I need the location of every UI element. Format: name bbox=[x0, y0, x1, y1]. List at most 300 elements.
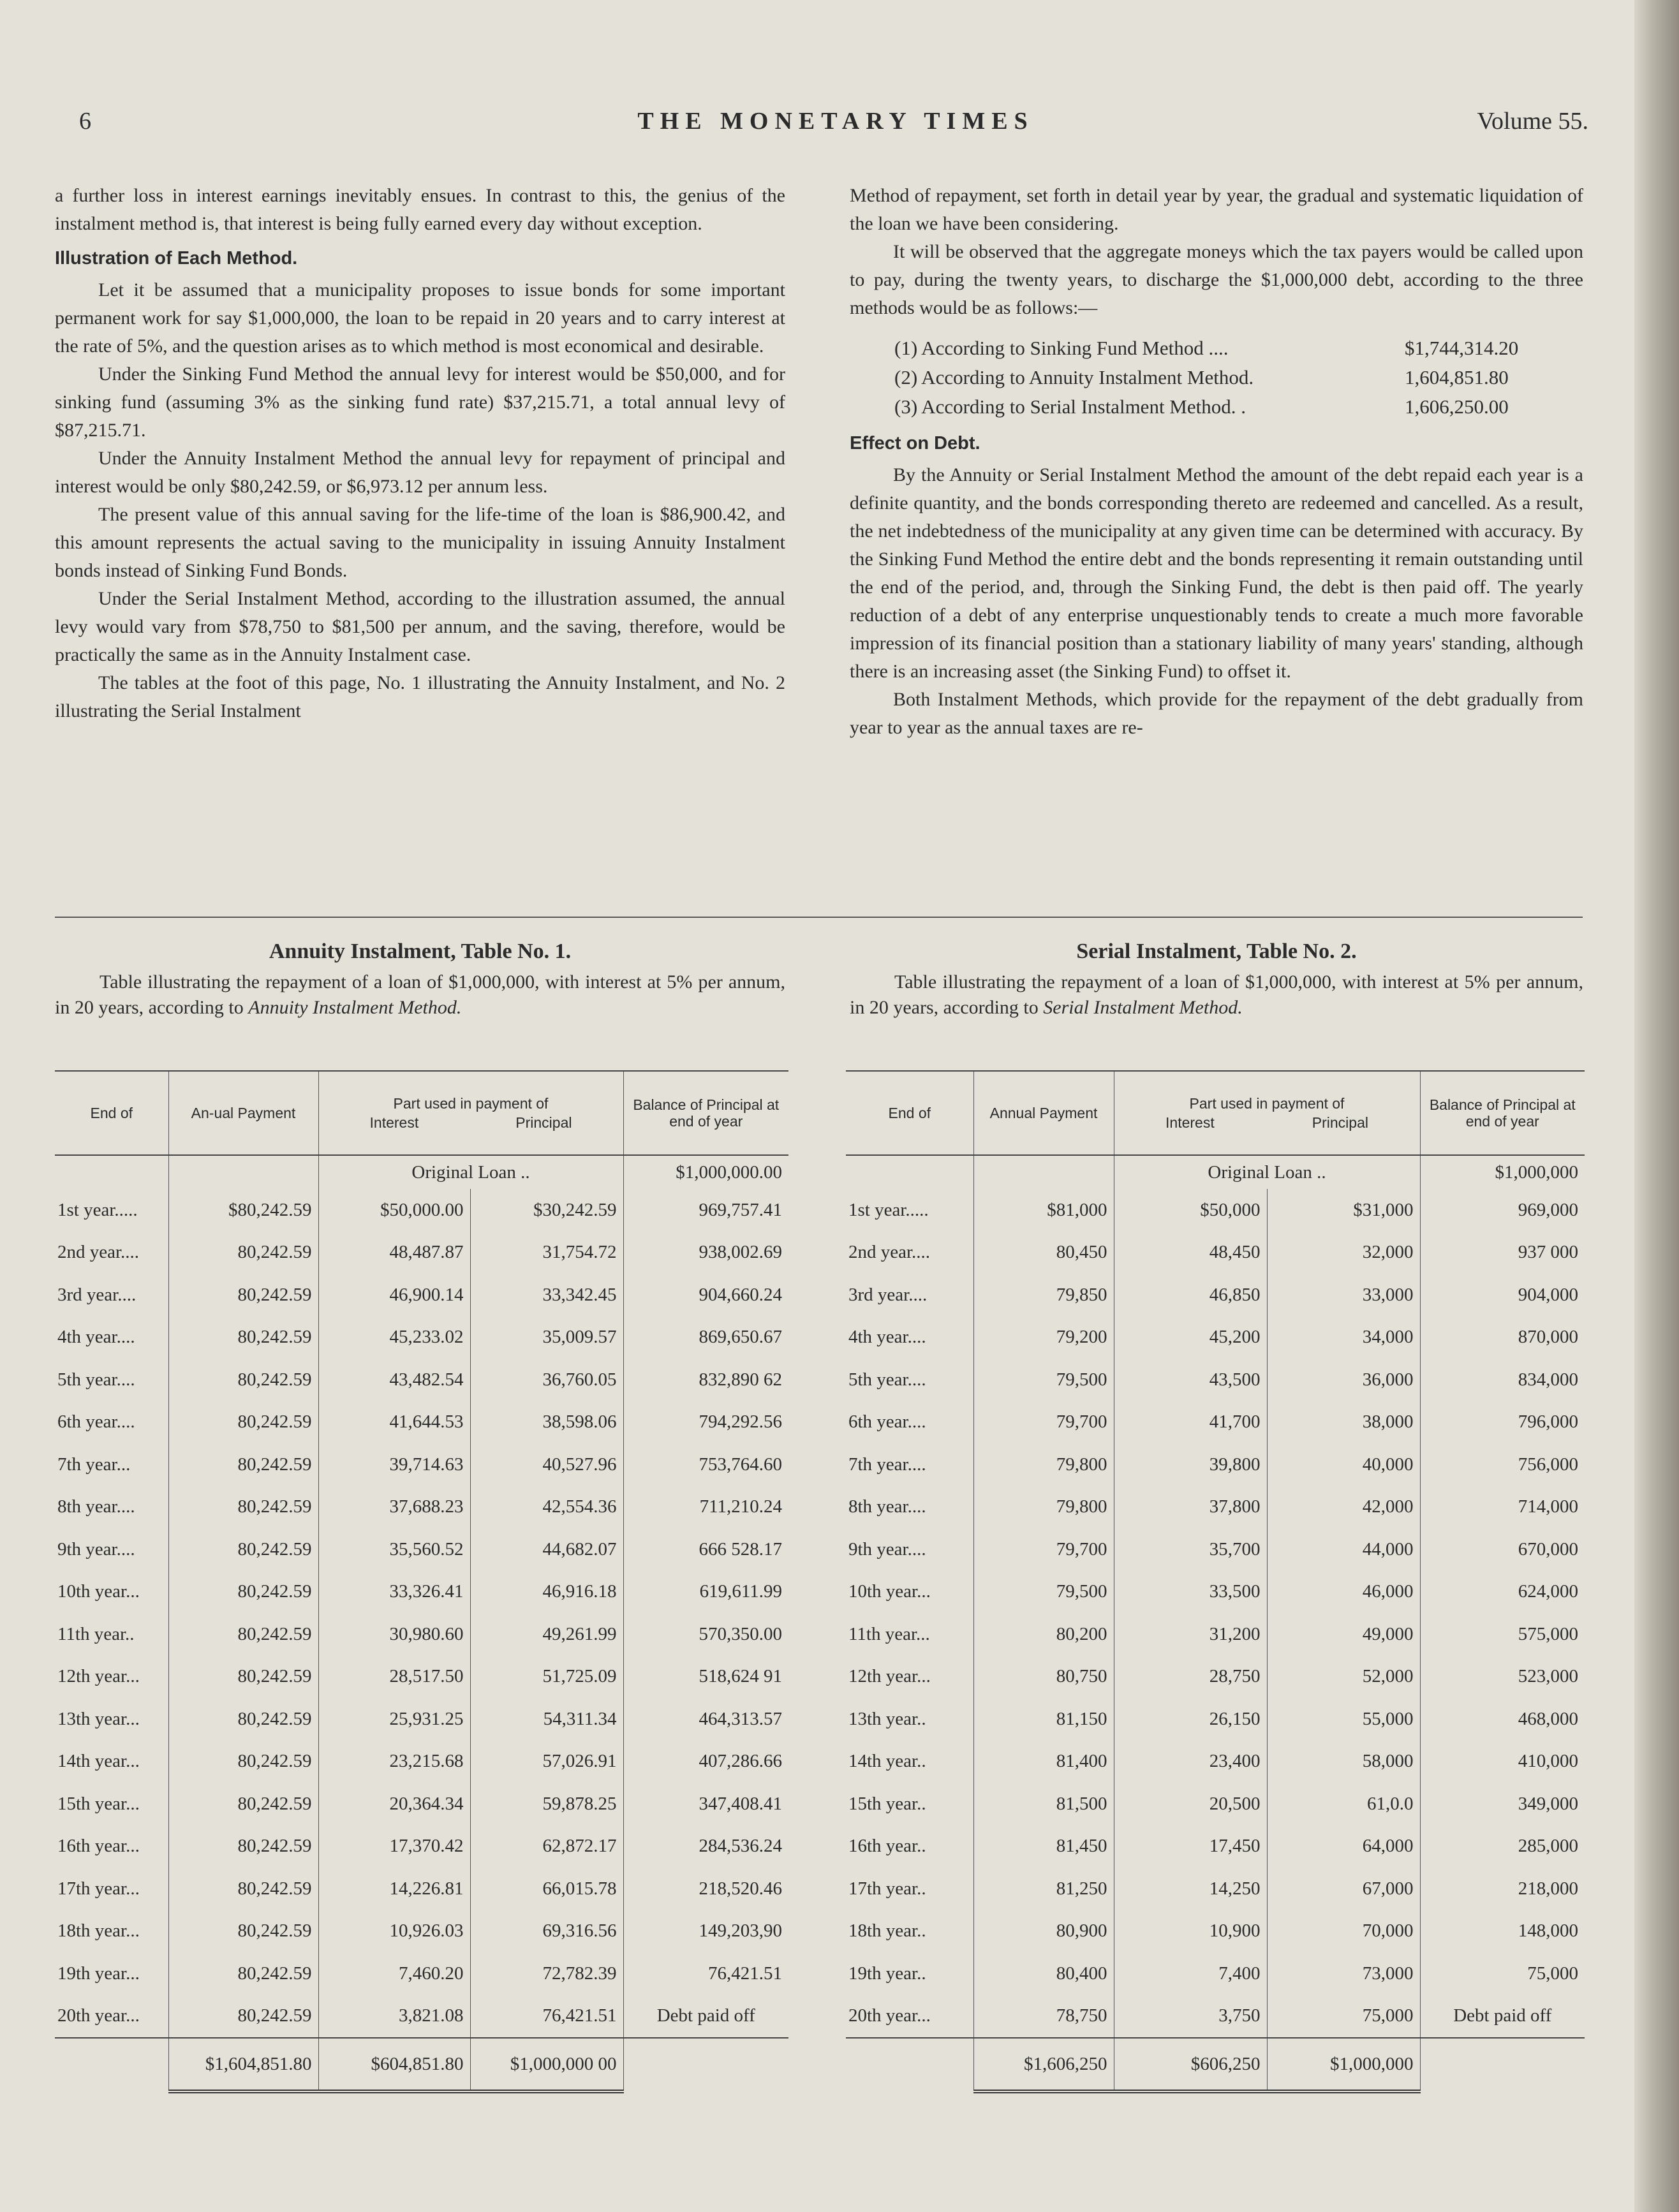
annual-payment: 80,242.59 bbox=[168, 1528, 318, 1571]
principal-part: 69,316.56 bbox=[470, 1910, 623, 1953]
principal-part: 66,015.78 bbox=[470, 1868, 623, 1910]
col-header-annual-payment: Annual Payment bbox=[973, 1071, 1114, 1155]
paragraph: Under the Serial Instalment Method, according to the illustration assumed, the annual levy would vary from $78,750 to $81,500 per annum, and the saving, therefore, would be practically the same as in the Annuity Instalment case. bbox=[55, 588, 785, 665]
table-row bbox=[846, 1868, 1585, 1910]
annual-payment: 79,800 bbox=[973, 1443, 1114, 1486]
paragraph: a further loss in interest earnings inevitably ensues. In contrast to this, the genius of the instalment method is, that interest is being fully earned every day without exception. bbox=[55, 185, 785, 234]
table-row bbox=[55, 1698, 788, 1741]
balance: 349,000 bbox=[1420, 1783, 1585, 1825]
year-label: 3rd year.... bbox=[848, 1284, 928, 1305]
principal-part: 44,682.07 bbox=[470, 1528, 623, 1571]
interest-part: 3,821.08 bbox=[318, 1995, 470, 2039]
year-label: 4th year.... bbox=[57, 1327, 135, 1348]
table2-title: Serial Instalment, Table No. 2. bbox=[1076, 940, 1357, 963]
annuity-table bbox=[55, 1070, 788, 2093]
principal-part: 52,000 bbox=[1267, 1656, 1420, 1699]
year-label: 15th year.. bbox=[848, 1793, 926, 1814]
balance: 938,002.69 bbox=[623, 1232, 788, 1274]
blank-cell bbox=[973, 1155, 1114, 1189]
table1-caption bbox=[55, 939, 785, 1021]
year-label: 9th year.... bbox=[57, 1538, 135, 1559]
col-header-balance: Balance of Principal at end of year bbox=[1420, 1071, 1585, 1155]
principal-part: $31,000 bbox=[1267, 1189, 1420, 1232]
totals-row bbox=[846, 2038, 1585, 2091]
annual-payment: 80,242.59 bbox=[168, 1274, 318, 1316]
methods-list bbox=[894, 334, 1583, 422]
col-header-end-of: End of bbox=[55, 1071, 168, 1155]
principal-part: 46,916.18 bbox=[470, 1571, 623, 1614]
year-label: 6th year.... bbox=[57, 1412, 135, 1433]
principal-part: 38,598.06 bbox=[470, 1401, 623, 1444]
section-divider bbox=[55, 917, 1583, 918]
table-row bbox=[55, 1868, 788, 1910]
annual-payment: 79,850 bbox=[973, 1274, 1114, 1316]
balance: 904,660.24 bbox=[623, 1274, 788, 1316]
balance: 284,536.24 bbox=[623, 1825, 788, 1868]
total-principal: $1,000,000 bbox=[1267, 2038, 1420, 2091]
interest-part: 23,400 bbox=[1114, 1741, 1267, 1783]
year-label: 7th year.... bbox=[848, 1454, 926, 1475]
year-label: 7th year... bbox=[57, 1454, 131, 1475]
table-row bbox=[846, 1571, 1585, 1614]
original-loan-label: Original Loan .. bbox=[318, 1155, 623, 1189]
principal-part: 34,000 bbox=[1267, 1316, 1420, 1359]
interest-part: 35,560.52 bbox=[318, 1528, 470, 1571]
table-row bbox=[846, 1698, 1585, 1741]
balance: 76,421.51 bbox=[623, 1952, 788, 1995]
table-row bbox=[55, 1825, 788, 1868]
principal-part: 64,000 bbox=[1267, 1825, 1420, 1868]
year-label: 19th year.. bbox=[848, 1963, 926, 1984]
blank-cell bbox=[55, 2038, 168, 2091]
publication-title: THE MONETARY TIMES bbox=[637, 108, 1034, 135]
col-header-end-of: End of bbox=[846, 1071, 973, 1155]
table-row bbox=[846, 1783, 1585, 1825]
principal-part: 38,000 bbox=[1267, 1401, 1420, 1444]
interest-part: $50,000 bbox=[1114, 1189, 1267, 1232]
blank-cell bbox=[1420, 2038, 1585, 2091]
year-label: 3rd year.... bbox=[57, 1284, 137, 1305]
balance: 937 000 bbox=[1420, 1232, 1585, 1274]
table-row bbox=[55, 1613, 788, 1656]
paragraph: By the Annuity or Serial Instalment Method the amount of the debt repaid each year is a definite quantity, and the bonds corresponding thereto are redeemed and cancelled. As a result, the net indebtedness of the municipality at any given time can be determined with accuracy. By the Sinking Fund Method the entire debt and the bonds representing it remain outstanding until the end of the period, and, through the Sinking Fund, the debt is then paid off. The yearly reduction of a debt of any enterprise unquestionably tends to create a much more favorable impression of its financial position than a stationary liability of many years' standing, although there is an increasing asset (the Sinking Fund) to offset it. bbox=[850, 464, 1583, 682]
principal-part: 75,000 bbox=[1267, 1995, 1420, 2039]
balance: 670,000 bbox=[1420, 1528, 1585, 1571]
table-row bbox=[55, 1656, 788, 1699]
balance: 149,203,90 bbox=[623, 1910, 788, 1953]
annual-payment: 80,750 bbox=[973, 1656, 1114, 1699]
principal-part: 46,000 bbox=[1267, 1571, 1420, 1614]
year-label: 14th year.. bbox=[848, 1751, 926, 1772]
balance: 285,000 bbox=[1420, 1825, 1585, 1868]
annual-payment: 80,242.59 bbox=[168, 1952, 318, 1995]
col-header-part-used: Part used in payment of Interest Principal bbox=[1114, 1071, 1420, 1155]
table-row bbox=[846, 1952, 1585, 1995]
table-row bbox=[846, 1232, 1585, 1274]
principal-part: 42,000 bbox=[1267, 1486, 1420, 1529]
balance: 714,000 bbox=[1420, 1486, 1585, 1529]
annual-payment: 80,242.59 bbox=[168, 1783, 318, 1825]
paragraph: The tables at the foot of this page, No. 1 illustrating the Annuity Instalment, and No. 2 illustrating the Serial Instalment bbox=[55, 672, 785, 721]
annual-payment: 80,400 bbox=[973, 1952, 1114, 1995]
annual-payment: 80,450 bbox=[973, 1232, 1114, 1274]
principal-part: 62,872.17 bbox=[470, 1825, 623, 1868]
principal-part: 36,000 bbox=[1267, 1359, 1420, 1401]
annual-payment: 80,242.59 bbox=[168, 1741, 318, 1783]
serial-table bbox=[846, 1070, 1585, 2093]
year-label: 16th year.. bbox=[848, 1836, 926, 1857]
table1-title: Annuity Instalment, Table No. 1. bbox=[269, 940, 572, 963]
balance: Debt paid off bbox=[1420, 1995, 1585, 2039]
annual-payment: 80,242.59 bbox=[168, 1613, 318, 1656]
paragraph: Let it be assumed that a municipality proposes to issue bonds for some important permanent work for say $1,000,000, the loan to be repaid in 20 years and to carry interest at the rate of 5%, and the question arises as to which method is most economical and desirable. bbox=[55, 279, 785, 357]
annual-payment: 80,242.59 bbox=[168, 1995, 318, 2039]
interest-part: 41,700 bbox=[1114, 1401, 1267, 1444]
balance: 832,890 62 bbox=[623, 1359, 788, 1401]
principal-part: 36,760.05 bbox=[470, 1359, 623, 1401]
annual-payment: 79,800 bbox=[973, 1486, 1114, 1529]
annual-payment: 79,500 bbox=[973, 1359, 1114, 1401]
interest-part: 3,750 bbox=[1114, 1995, 1267, 2039]
principal-part: 67,000 bbox=[1267, 1868, 1420, 1910]
year-label: 10th year... bbox=[848, 1581, 931, 1602]
table-row bbox=[846, 1656, 1585, 1699]
interest-part: 46,900.14 bbox=[318, 1274, 470, 1316]
year-label: 18th year.. bbox=[848, 1921, 926, 1942]
balance: 575,000 bbox=[1420, 1613, 1585, 1656]
totals-row bbox=[55, 2038, 788, 2091]
paragraph: It will be observed that the aggregate moneys which the tax payers would be called upon to pay, during the twenty years, to discharge the $1,000,000 debt, according to the three methods would be as follows:— bbox=[850, 241, 1583, 318]
interest-part: 28,750 bbox=[1114, 1656, 1267, 1699]
year-label: 1st year..... bbox=[848, 1199, 929, 1220]
principal-part: 54,311.34 bbox=[470, 1698, 623, 1741]
table-row bbox=[846, 1401, 1585, 1444]
table-row bbox=[846, 1825, 1585, 1868]
table-row bbox=[55, 1189, 788, 1232]
original-loan-value: $1,000,000.00 bbox=[623, 1155, 788, 1189]
year-label: 5th year.... bbox=[57, 1369, 135, 1390]
year-label: 8th year.... bbox=[57, 1496, 135, 1517]
year-label: 20th year... bbox=[57, 2005, 140, 2026]
interest-part: 30,980.60 bbox=[318, 1613, 470, 1656]
balance: 410,000 bbox=[1420, 1741, 1585, 1783]
col-header-part-used: Part used in payment of Interest Principal bbox=[318, 1071, 623, 1155]
annual-payment: 78,750 bbox=[973, 1995, 1114, 2039]
interest-part: $50,000.00 bbox=[318, 1189, 470, 1232]
balance: 969,000 bbox=[1420, 1189, 1585, 1232]
interest-part: 33,500 bbox=[1114, 1571, 1267, 1614]
table-row bbox=[846, 1613, 1585, 1656]
paragraph: The present value of this annual saving for the life-time of the loan is $86,900.42, and this amount represents the actual saving to the municipality in issuing Annuity Instalment bonds instead of Sinking Fund Bonds. bbox=[55, 504, 785, 581]
principal-part: 70,000 bbox=[1267, 1910, 1420, 1953]
principal-part: 76,421.51 bbox=[470, 1995, 623, 2039]
balance: 796,000 bbox=[1420, 1401, 1585, 1444]
table-row bbox=[846, 1443, 1585, 1486]
interest-part: 10,900 bbox=[1114, 1910, 1267, 1953]
col-header-annual-payment: An-ual Payment bbox=[168, 1071, 318, 1155]
blank-cell bbox=[168, 1155, 318, 1189]
table-row bbox=[846, 1274, 1585, 1316]
year-label: 2nd year.... bbox=[848, 1242, 931, 1263]
annual-payment: 80,242.59 bbox=[168, 1316, 318, 1359]
annual-payment: 79,700 bbox=[973, 1401, 1114, 1444]
principal-part: 49,000 bbox=[1267, 1613, 1420, 1656]
section-heading: Effect on Debt. bbox=[850, 433, 980, 453]
paragraph: Method of repayment, set forth in detail year by year, the gradual and systematic liquidation of the loan we have been considering. bbox=[850, 185, 1583, 234]
balance: 619,611.99 bbox=[623, 1571, 788, 1614]
annual-payment: 81,400 bbox=[973, 1741, 1114, 1783]
page-header bbox=[77, 107, 1595, 152]
interest-part: 7,460.20 bbox=[318, 1952, 470, 1995]
principal-part: 33,000 bbox=[1267, 1274, 1420, 1316]
annual-payment: 81,500 bbox=[973, 1783, 1114, 1825]
balance: 904,000 bbox=[1420, 1274, 1585, 1316]
year-label: 5th year.... bbox=[848, 1369, 926, 1390]
col-header-balance: Balance of Principal at end of year bbox=[623, 1071, 788, 1155]
interest-part: 37,800 bbox=[1114, 1486, 1267, 1529]
table2-description: Table illustrating the repayment of a loan of $1,000,000, with interest at 5% per annum, in 20 years, according to Serial Instalment Method. bbox=[850, 971, 1583, 1018]
interest-part: 25,931.25 bbox=[318, 1698, 470, 1741]
balance: 518,624 91 bbox=[623, 1656, 788, 1699]
year-label: 12th year... bbox=[57, 1666, 140, 1687]
paragraph: Under the Sinking Fund Method the annual levy for interest would be $50,000, and for sinking fund (assuming 3% as the sinking fund rate) $37,215.71, a total annual levy of $87,215.71. bbox=[55, 364, 785, 441]
method-item: (3) According to Serial Instalment Method. . 1,606,250.00 bbox=[894, 395, 1509, 418]
principal-part: $30,242.59 bbox=[470, 1189, 623, 1232]
balance: 869,650.67 bbox=[623, 1316, 788, 1359]
table-row bbox=[55, 1571, 788, 1614]
interest-part: 20,364.34 bbox=[318, 1783, 470, 1825]
year-label: 11th year.. bbox=[57, 1623, 135, 1644]
blank-cell bbox=[623, 2038, 788, 2091]
table-row bbox=[55, 1316, 788, 1359]
annual-payment: 80,242.59 bbox=[168, 1232, 318, 1274]
table-row bbox=[846, 1316, 1585, 1359]
annual-payment: 81,150 bbox=[973, 1698, 1114, 1741]
principal-part: 49,261.99 bbox=[470, 1613, 623, 1656]
annual-payment: 80,242.59 bbox=[168, 1910, 318, 1953]
principal-part: 35,009.57 bbox=[470, 1316, 623, 1359]
principal-part: 55,000 bbox=[1267, 1698, 1420, 1741]
principal-part: 33,342.45 bbox=[470, 1274, 623, 1316]
principal-part: 40,000 bbox=[1267, 1443, 1420, 1486]
table-row bbox=[55, 1741, 788, 1783]
original-loan-row bbox=[55, 1155, 788, 1189]
annual-payment: 79,200 bbox=[973, 1316, 1114, 1359]
table-row bbox=[846, 1189, 1585, 1232]
table-row bbox=[55, 1952, 788, 1995]
balance: 464,313.57 bbox=[623, 1698, 788, 1741]
interest-part: 41,644.53 bbox=[318, 1401, 470, 1444]
balance: 666 528.17 bbox=[623, 1528, 788, 1571]
table-row bbox=[846, 1910, 1585, 1953]
year-label: 13th year... bbox=[57, 1708, 140, 1729]
table-row bbox=[55, 1232, 788, 1274]
paragraph: Both Instalment Methods, which provide for the repayment of the debt gradually from year to year as the annual taxes are re- bbox=[850, 689, 1583, 738]
balance: 75,000 bbox=[1420, 1952, 1585, 1995]
principal-part: 57,026.91 bbox=[470, 1741, 623, 1783]
table-row bbox=[55, 1443, 788, 1486]
total-annual: $1,606,250 bbox=[973, 2038, 1114, 2091]
method-item: (2) According to Annuity Instalment Method. 1,604,851.80 bbox=[894, 366, 1509, 388]
interest-part: 10,926.03 bbox=[318, 1910, 470, 1953]
annual-payment: 80,242.59 bbox=[168, 1486, 318, 1529]
table-row bbox=[55, 1359, 788, 1401]
annual-payment: 81,250 bbox=[973, 1868, 1114, 1910]
annual-payment: $81,000 bbox=[973, 1189, 1114, 1232]
total-principal: $1,000,000 00 bbox=[470, 2038, 623, 2091]
year-label: 10th year... bbox=[57, 1581, 140, 1602]
table-row bbox=[55, 1910, 788, 1953]
year-label: 14th year... bbox=[57, 1751, 140, 1772]
balance: 407,286.66 bbox=[623, 1741, 788, 1783]
interest-part: 20,500 bbox=[1114, 1783, 1267, 1825]
blank-cell bbox=[55, 1155, 168, 1189]
table-row bbox=[55, 1995, 788, 2039]
principal-part: 72,782.39 bbox=[470, 1952, 623, 1995]
interest-part: 35,700 bbox=[1114, 1528, 1267, 1571]
blank-cell bbox=[846, 1155, 973, 1189]
annual-payment: 80,242.59 bbox=[168, 1656, 318, 1699]
balance: 794,292.56 bbox=[623, 1401, 788, 1444]
balance: 523,000 bbox=[1420, 1656, 1585, 1699]
balance: 570,350.00 bbox=[623, 1613, 788, 1656]
annual-payment: $80,242.59 bbox=[168, 1189, 318, 1232]
interest-part: 43,500 bbox=[1114, 1359, 1267, 1401]
balance: 218,000 bbox=[1420, 1868, 1585, 1910]
interest-part: 17,370.42 bbox=[318, 1825, 470, 1868]
interest-part: 33,326.41 bbox=[318, 1571, 470, 1614]
table-row bbox=[55, 1401, 788, 1444]
principal-part: 42,554.36 bbox=[470, 1486, 623, 1529]
annual-payment: 80,900 bbox=[973, 1910, 1114, 1953]
balance: 711,210.24 bbox=[623, 1486, 788, 1529]
year-label: 17th year.. bbox=[848, 1878, 926, 1899]
balance: Debt paid off bbox=[623, 1995, 788, 2039]
paragraph: Under the Annuity Instalment Method the annual levy for repayment of principal and interest would be only $80,242.59, or $6,973.12 per annum less. bbox=[55, 448, 785, 497]
principal-part: 44,000 bbox=[1267, 1528, 1420, 1571]
interest-part: 43,482.54 bbox=[318, 1359, 470, 1401]
balance: 468,000 bbox=[1420, 1698, 1585, 1741]
annual-payment: 80,242.59 bbox=[168, 1868, 318, 1910]
year-label: 11th year... bbox=[848, 1623, 930, 1644]
annual-payment: 80,200 bbox=[973, 1613, 1114, 1656]
volume-label: Volume 55. bbox=[1477, 108, 1588, 135]
left-text-column bbox=[55, 182, 785, 725]
page-edge-shadow bbox=[1634, 0, 1679, 2212]
table-row bbox=[846, 1995, 1585, 2039]
annual-payment: 79,500 bbox=[973, 1571, 1114, 1614]
year-label: 8th year.... bbox=[848, 1496, 926, 1517]
year-label: 19th year... bbox=[57, 1963, 140, 1984]
annual-payment: 81,450 bbox=[973, 1825, 1114, 1868]
table-row bbox=[55, 1528, 788, 1571]
blank-cell bbox=[846, 2038, 973, 2091]
year-label: 4th year.... bbox=[848, 1327, 926, 1348]
original-loan-value: $1,000,000 bbox=[1420, 1155, 1585, 1189]
interest-part: 17,450 bbox=[1114, 1825, 1267, 1868]
principal-part: 32,000 bbox=[1267, 1232, 1420, 1274]
year-label: 13th year.. bbox=[848, 1708, 926, 1729]
table-row bbox=[55, 1274, 788, 1316]
right-text-column bbox=[850, 182, 1583, 742]
balance: 756,000 bbox=[1420, 1443, 1585, 1486]
total-interest: $606,250 bbox=[1114, 2038, 1267, 2091]
principal-part: 73,000 bbox=[1267, 1952, 1420, 1995]
annual-payment: 80,242.59 bbox=[168, 1698, 318, 1741]
section-heading: Illustration of Each Method. bbox=[55, 248, 298, 269]
interest-part: 28,517.50 bbox=[318, 1656, 470, 1699]
balance: 870,000 bbox=[1420, 1316, 1585, 1359]
year-label: 2nd year.... bbox=[57, 1242, 140, 1263]
balance: 218,520.46 bbox=[623, 1868, 788, 1910]
table2-caption bbox=[850, 939, 1583, 1021]
page-number: 6 bbox=[79, 108, 91, 135]
principal-part: 40,527.96 bbox=[470, 1443, 623, 1486]
interest-part: 14,226.81 bbox=[318, 1868, 470, 1910]
interest-part: 39,800 bbox=[1114, 1443, 1267, 1486]
interest-part: 46,850 bbox=[1114, 1274, 1267, 1316]
interest-part: 14,250 bbox=[1114, 1868, 1267, 1910]
year-label: 9th year.... bbox=[848, 1538, 926, 1559]
total-interest: $604,851.80 bbox=[318, 2038, 470, 2091]
table-row bbox=[55, 1486, 788, 1529]
principal-part: 58,000 bbox=[1267, 1741, 1420, 1783]
interest-part: 7,400 bbox=[1114, 1952, 1267, 1995]
balance: 753,764.60 bbox=[623, 1443, 788, 1486]
annual-payment: 79,700 bbox=[973, 1528, 1114, 1571]
year-label: 20th year... bbox=[848, 2005, 931, 2026]
interest-part: 26,150 bbox=[1114, 1698, 1267, 1741]
principal-part: 31,754.72 bbox=[470, 1232, 623, 1274]
table-row bbox=[846, 1741, 1585, 1783]
year-label: 15th year... bbox=[57, 1793, 140, 1814]
total-annual: $1,604,851.80 bbox=[168, 2038, 318, 2091]
table-row bbox=[55, 1783, 788, 1825]
balance: 148,000 bbox=[1420, 1910, 1585, 1953]
interest-part: 45,233.02 bbox=[318, 1316, 470, 1359]
year-label: 1st year..... bbox=[57, 1199, 138, 1220]
interest-part: 45,200 bbox=[1114, 1316, 1267, 1359]
year-label: 17th year... bbox=[57, 1878, 140, 1899]
interest-part: 37,688.23 bbox=[318, 1486, 470, 1529]
interest-part: 48,450 bbox=[1114, 1232, 1267, 1274]
balance: 347,408.41 bbox=[623, 1783, 788, 1825]
annual-payment: 80,242.59 bbox=[168, 1443, 318, 1486]
table-row bbox=[846, 1528, 1585, 1571]
interest-part: 23,215.68 bbox=[318, 1741, 470, 1783]
balance: 624,000 bbox=[1420, 1571, 1585, 1614]
table-row bbox=[846, 1486, 1585, 1529]
principal-part: 61,0.0 bbox=[1267, 1783, 1420, 1825]
table1-description: Table illustrating the repayment of a loan of $1,000,000, with interest at 5% per annum, in 20 years, according to Annuity Instalment Method. bbox=[55, 971, 785, 1018]
method-item: (1) According to Sinking Fund Method .... $1,744,314.20 bbox=[894, 337, 1519, 359]
table-row bbox=[846, 1359, 1585, 1401]
interest-part: 48,487.87 bbox=[318, 1232, 470, 1274]
year-label: 18th year... bbox=[57, 1921, 140, 1942]
balance: 834,000 bbox=[1420, 1359, 1585, 1401]
year-label: 16th year... bbox=[57, 1836, 140, 1857]
annual-payment: 80,242.59 bbox=[168, 1571, 318, 1614]
principal-part: 59,878.25 bbox=[470, 1783, 623, 1825]
original-loan-row bbox=[846, 1155, 1585, 1189]
interest-part: 39,714.63 bbox=[318, 1443, 470, 1486]
year-label: 6th year.... bbox=[848, 1412, 926, 1433]
annual-payment: 80,242.59 bbox=[168, 1401, 318, 1444]
original-loan-label: Original Loan .. bbox=[1114, 1155, 1420, 1189]
interest-part: 31,200 bbox=[1114, 1613, 1267, 1656]
balance: 969,757.41 bbox=[623, 1189, 788, 1232]
year-label: 12th year... bbox=[848, 1666, 931, 1687]
